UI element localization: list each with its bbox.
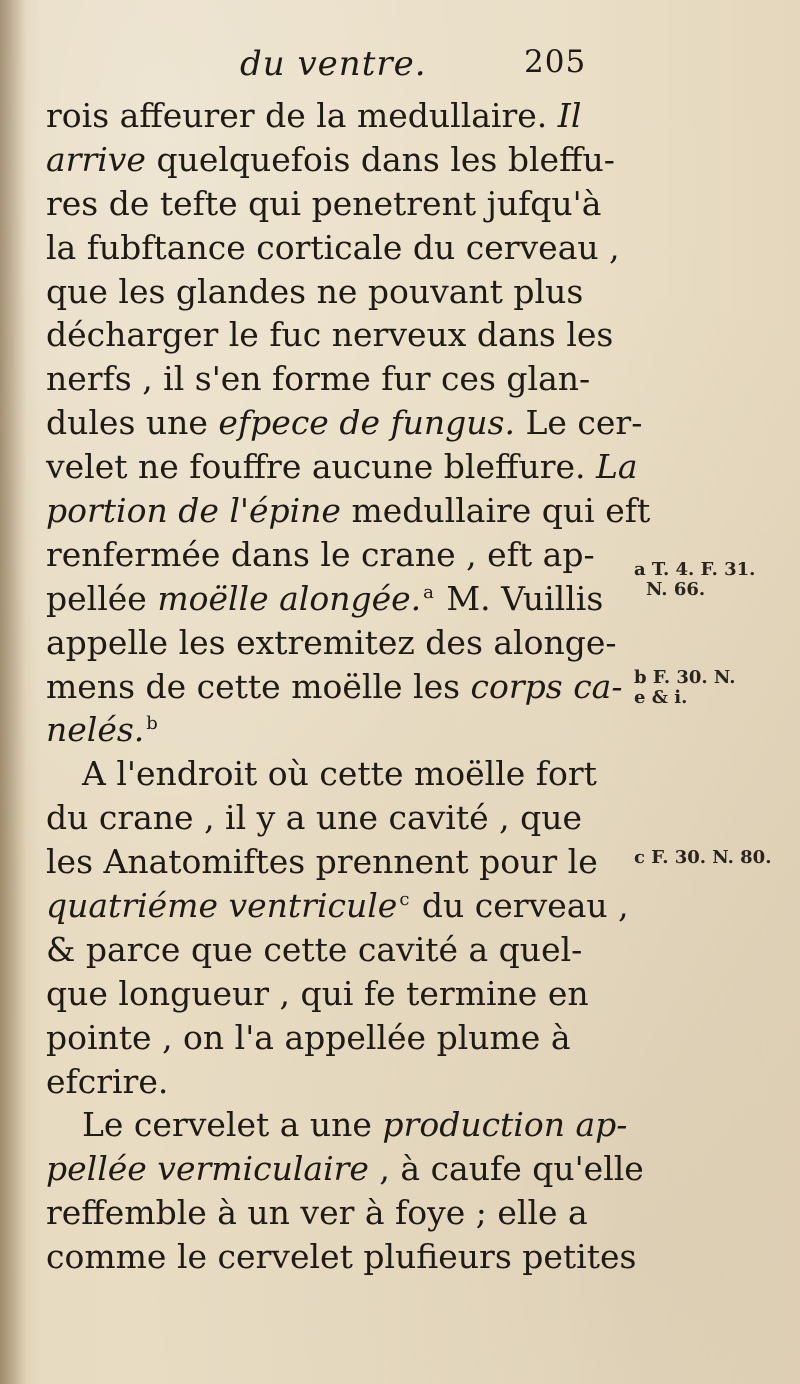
margin-note-a-line-1: a T. 4. F. 31. (634, 559, 756, 580)
italic-text: corps ca- (470, 666, 623, 706)
text-segment: la fubftance corticale du cerveau , (46, 227, 620, 267)
text-segment: mens de cette moëlle les (46, 666, 471, 706)
text-line (46, 401, 643, 445)
text-line (46, 577, 636, 621)
gutter-shadow (0, 0, 26, 1384)
text-line (46, 928, 636, 972)
text-segment: & parce que cette cavité a quel- (46, 929, 583, 969)
text-line (46, 1103, 636, 1147)
text-line (46, 270, 636, 314)
text-line (46, 752, 636, 796)
text-segment: les Anatomiftes prennent pour le (46, 842, 598, 882)
text-segment: nerfs , il s'en forme fur ces glan- (46, 359, 591, 399)
text-line (46, 840, 636, 884)
text-line (46, 1060, 636, 1104)
text-segment: du crane , il y a une cavité , que (46, 798, 582, 838)
footnote-marker: a (423, 581, 434, 603)
text-segment: pointe , on l'a appellée plume à (46, 1017, 571, 1057)
text-segment: efcrire. (46, 1061, 169, 1101)
text-segment: Le cervelet a une (82, 1105, 383, 1145)
footnote-marker: c (399, 889, 410, 911)
text-segment: Le cer- (515, 403, 643, 443)
text-line (46, 621, 636, 665)
margin-note-a-line-2: N. 66. (646, 579, 706, 600)
text-line (46, 972, 636, 1016)
margin-note-c (634, 848, 771, 868)
text-line (46, 357, 636, 401)
page-number: 205 (524, 44, 587, 80)
italic-text: nelés. (46, 710, 145, 750)
text-segment: que les glandes ne pouvant plus (46, 271, 584, 311)
text-line (46, 884, 636, 928)
margin-note-c-line-1: c F. 30. N. 80. (634, 847, 772, 868)
text-segment: quelquefois dans les bleffu- (145, 139, 615, 179)
text-segment: res de tefte qui penetrent jufqu'à (46, 183, 602, 223)
italic-text: quatriéme ventricule (46, 886, 398, 926)
text-line (46, 796, 636, 840)
text-line (46, 708, 636, 752)
text-segment: reffemble à un ver à foye ; elle a (46, 1193, 588, 1233)
text-segment: pellée (46, 578, 158, 618)
italic-text: Il (557, 96, 582, 135)
text-segment: M. Vuillis (435, 578, 604, 618)
italic-text: La (595, 447, 638, 487)
text-segment: appelle les extremitez des alonge- (46, 622, 617, 662)
italic-text: efpece de fungus. (218, 403, 515, 443)
margin-note-b-line-2: e & i. (634, 687, 688, 708)
text-line (46, 182, 636, 226)
text-line (46, 313, 636, 357)
text-segment: velet ne fouffre aucune bleffure. (46, 447, 596, 487)
text-line (46, 1016, 636, 1060)
italic-text: arrive (46, 139, 146, 179)
italic-text: production ap- (382, 1105, 628, 1145)
text-line (46, 1191, 636, 1235)
text-line (46, 226, 636, 270)
text-line (46, 489, 651, 533)
text-segment: A l'endroit où cette moëlle fort (82, 754, 597, 794)
text-line (46, 94, 636, 138)
italic-text: portion de l'épine (46, 491, 341, 531)
text-segment: dules une (46, 403, 219, 443)
text-segment: décharger le fuc nerveux dans les (46, 315, 614, 355)
text-line (46, 138, 636, 182)
body-text (46, 94, 651, 1279)
text-segment: que longueur , qui fe termine en (46, 973, 589, 1013)
margin-note-b (634, 668, 736, 708)
text-line (46, 1235, 636, 1279)
text-segment: renfermée dans le crane , eft ap- (46, 534, 595, 574)
text-segment: rois affeurer de la medullaire. (46, 96, 558, 135)
text-line (46, 665, 636, 709)
text-line (46, 445, 636, 489)
text-segment: medullaire qui eft (340, 491, 651, 531)
text-line (46, 533, 636, 577)
footnote-marker: b (146, 713, 158, 735)
margin-note-b-line-1: b F. 30. N. (634, 667, 736, 688)
italic-text: moëlle alongée. (157, 578, 422, 618)
italic-text: pellée vermiculaire (46, 1149, 369, 1189)
text-segment: comme le cervelet plufieurs petites (46, 1237, 637, 1277)
margin-note-a (634, 560, 755, 600)
text-line (46, 1147, 644, 1191)
text-segment: , à caufe qu'elle (368, 1149, 644, 1189)
running-head: du ventre. (240, 44, 427, 84)
text-segment: du cerveau , (411, 886, 629, 926)
